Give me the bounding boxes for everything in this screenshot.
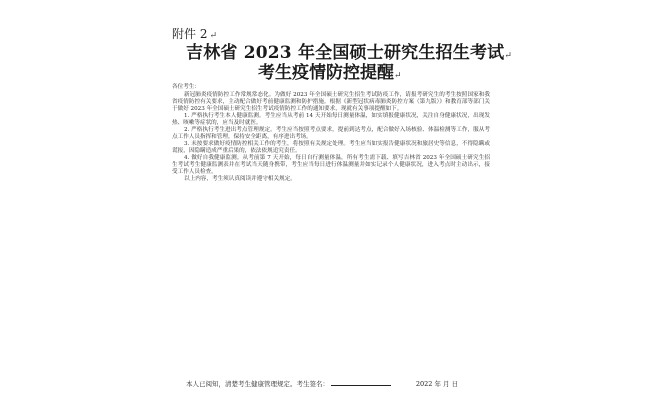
signature-label: 本人已阅知，清楚考生健康管理规定。考生签名： [186,380,329,388]
return-mark: ↵ [209,31,217,41]
title-line-1-text: 吉林省 2023 年全国硕士研究生招生考试 [186,43,505,63]
annex-text: 附件 2 [172,27,208,41]
closing-paragraph: 以上内容，考生须认真阅读并遵守相关规定。 [184,176,296,183]
intro-paragraph: 新冠肺炎疫情防控工作常规常态化。为做好 2023 年全国硕士研究生招生考试防疫工作，请报考研究生的考生按照国家和我省疫情防控有关要求，主动配合做好考前健康监测和防护措施。根据《新型冠状病毒肺炎防控方案（第九版）》和教育部等部门关于做好 2023 年全国硕士研究生招生考试疫情防控工作的通知要求，现就有关事项提醒如下。 [172,91,490,112]
return-mark: ↵ [504,51,513,61]
date-field[interactable]: 2022 年 月 日 [415,380,459,388]
item-1: 1. 严格执行考生本人健康监测。考生应当从考前 14 天开始每日测量体温，如实填报健康状况，关注自身健康状况，出现发热、咳嗽等症状的，应当及时就医。 [172,112,490,126]
signature-line [186,379,516,388]
document-title-line-2 [258,58,458,83]
title-line-2-text: 考生疫情防控提醒 [258,63,394,83]
signature-blank[interactable] [331,379,391,386]
item-3: 3. 未按要求做好疫情防控相关工作的考生，将按照有关规定处理。考生应当如实报告健康状况和旅居史等信息，不得隐瞒或谎报，因隐瞒造成严重后果的，依法依规追究责任。 [172,140,490,154]
item-2: 2. 严格执行考生进出考点管理规定。考生应当按照考点要求，提前到达考点，配合做好入场核验、体温检测等工作，服从考点工作人员指挥和管理，保持安全距离，有序进出考场。 [172,126,490,140]
return-mark: ↵ [394,71,402,81]
item-4: 4. 做好自我健康监测。从考前第 7 天开始，每日自行测量体温，所有考生需下载、填写吉林省 2023 年全国硕士研究生招生考试考生健康监测表并在考试当天随身携带，考生应当每日进行体温测量并如实记录个人健康状况，进入考点时主动出示，接受工作人员检查。 [172,154,490,176]
document-body [172,84,490,183]
greeting: 各位考生： [172,84,200,90]
